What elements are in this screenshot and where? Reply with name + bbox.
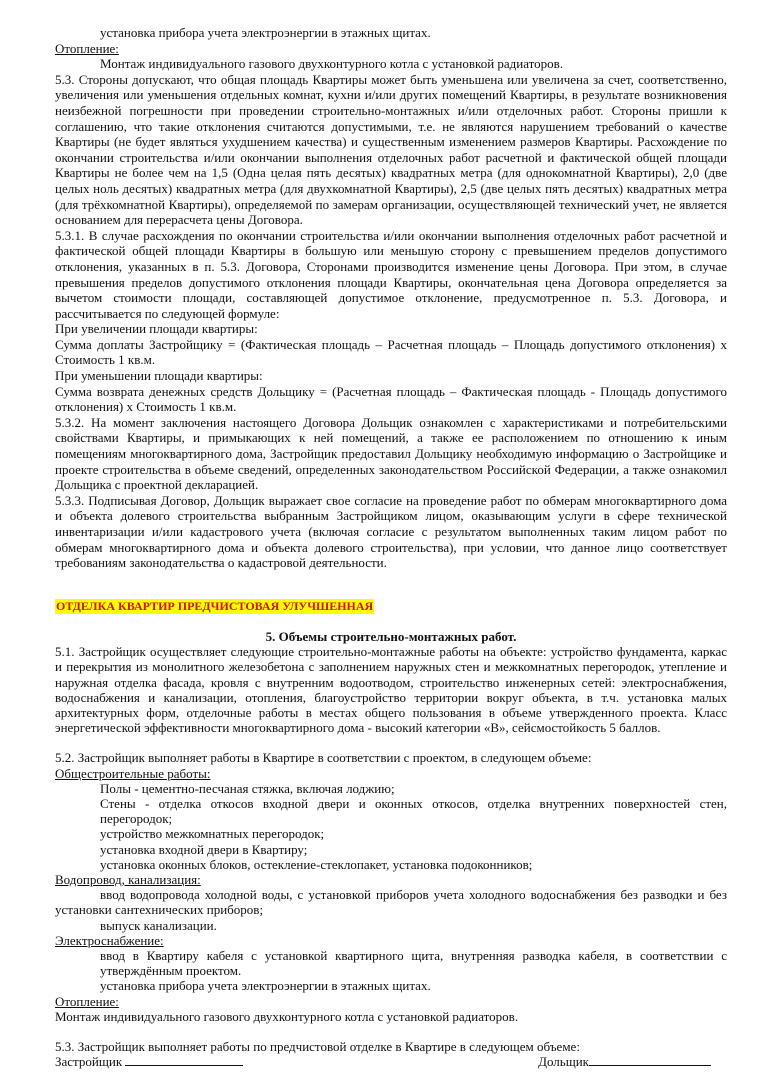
list-item: установка оконных блоков, остекление-стеклопакет, установка подоконников; — [100, 856, 533, 872]
top-section — [55, 25, 727, 571]
list-item: устройство межкомнатных перегородок; — [100, 826, 325, 842]
list-item: Полы - цементно-песчаная стяжка, включая лоджию; — [100, 780, 395, 796]
increase-label: При увеличении площади квартиры: — [55, 321, 258, 337]
clause-5-3: 5.3. Стороны допускают, что общая площадь Квартиры может быть уменьшена или увеличена за счет, соответственно, увеличения или уменьшения отдельных комнат, кухни и/или других помещений Квартиры, в результате возникновения неизбежной погрешности при проведении строительно-монтажных и/или отделочных работ. Стороны пришли к соглашению, что такие отклонения считаются допустимыми, т.е. не являются нарушением требований о качестве Квартиры (не будет являться ухудшением качества) и существенным изменением размеров Квартиры. Расхождение по окончании строительства и/или окончании выполнения отделочных работ расчетной и фактической общей площади Квартиры не более чем на 1,5 (Одна целая пять десятых) квадратных метра (для однокомнатной Квартиры), 2,0 (две целых ноль десятых) квадратных метра (для двухкомнатной Квартиры), 2,5 (две целых пять десятых) квадратных метра (для трёхкомнатной Квартиры), определяемой по замерам организации, осуществляющей технический учет, не является основанием для перерасчета цены Договора. — [55, 71, 727, 228]
list-item: ввод в Квартиру кабеля с установкой квартирного щита, внутренняя разводка кабеля, в соответствии с утверждённым проектом. — [100, 948, 727, 979]
water-label: Водопровод, канализация: — [55, 872, 201, 888]
developer-signature-line — [125, 1054, 243, 1066]
power-label: Электроснабжение: — [55, 932, 164, 948]
highlighted-heading: ОТДЕЛКА КВАРТИР ПРЕДЧИСТОВАЯ УЛУЧШЕННАЯ — [56, 599, 374, 613]
clause-5-3-3: 5.3.3. Подписывая Договор, Дольщик выражает свое согласие на проведение работ по обмерам многоквартирного дома и объекта долевого строительства выбранным Застройщиком лицом, оказывающим услуги в сфере технической инвентаризации и/или кадастрового учета (включая согласие с результатом выполненных таким лицом работ по обмерам многоквартирного дома и объекта долевого строительства), при условии, что данное лицо соответствует требованиям законодательства о кадастровой деятельности. — [55, 492, 727, 571]
signature-row — [55, 1054, 727, 1069]
shareholder-label: Дольщик — [538, 1054, 589, 1070]
list-item: Стены - отделка откосов входной двери и оконных откосов, отделка внутренних поверхностей стен, перегородок; — [100, 796, 727, 827]
heating-label-2: Отопление: — [55, 993, 119, 1009]
heating-label: Отопление: — [55, 40, 119, 56]
clause-5-1: 5.1. Застройщик осуществляет следующие строительно-монтажные работы на объекте: устройство фундамента, каркас и перекрытия из монолитного железобетона с заполнением наружных стен и межкомнатных перегородок, утепление и наружная отделка фасада, кровля с внутренним водоотводом, строительство инженерных сетей: электроснабжения, водоснабжения и канализации, отопления, благоустройство территории вокруг объекта, в т.ч. установка малых архитектурных форм, отделочные работы в местах общего пользования в объеме утвержденного проекта. Класс энергетической эффективности многоквартирного дома - высокий категории «В», сейсмостойкость 5 баллов. — [55, 644, 727, 736]
heating-text: Монтаж индивидуального газового двухконтурного котла с установкой радиаторов. — [100, 56, 564, 72]
shareholder-signature-line — [589, 1054, 711, 1066]
list-item: ввод водопровода холодной воды, с установкой приборов учета холодного водоснабжения без разводки и без установки сантехнических приборов; — [55, 887, 727, 918]
general-works-label: Общестроительные работы: — [55, 765, 211, 781]
section-title: 5. Объемы строительно-монтажных работ. — [265, 629, 517, 644]
clause-5-3-1: 5.3.1. В случае расхождения по окончании строительства и/или окончании выполнения отделочных работ расчетной и фактической общей площади Квартиры в большую или меньшую сторону с превышением пределов допустимого отклонения, указанных в п. 5.3. Договора, Сторонами производится изменение цены Договора. При этом, в случае превышения пределов допустимого отклонения площади Квартиры, окончательная цена Договора определяется за вычетом стоимости площади, составляющей допустимое отклонение, предусмотренное п. 5.3. Договора, и рассчитывается по следующей формуле: — [55, 227, 727, 321]
clause-5-2: 5.2. Застройщик выполняет работы в Квартире в соответствии с проектом, в следующем объеме: — [55, 750, 592, 766]
decrease-formula: Сумма возврата денежных средств Дольщику = (Расчетная площадь – Фактическая площадь - Площадь допустимого отклонения) х Стоимость 1 кв.м. — [55, 383, 727, 415]
clause-5-3-finishing: 5.3. Застройщик выполняет работы по предчистовой отделке в Квартире в следующем объеме: — [55, 1039, 580, 1055]
list-item: установка входной двери в Квартиру; — [100, 841, 308, 857]
section-5 — [55, 629, 727, 1069]
heating-text-2: Монтаж индивидуального газового двухконтурного котла с установкой радиаторов. — [55, 1008, 519, 1024]
shareholder-signature — [538, 1054, 711, 1069]
decrease-label: При уменьшении площади квартиры: — [55, 368, 263, 384]
list-item: установка прибора учета электроэнергии в этажных щитах. — [100, 978, 431, 994]
list-item: выпуск канализации. — [100, 917, 217, 933]
developer-signature — [55, 1054, 243, 1069]
clause-5-3-2: 5.3.2. На момент заключения настоящего Договора Дольщик ознакомлен с характеристиками и потребительскими свойствами Квартиры, и примыкающих к ней помещений, а также ее расположением по отношению к иным помещениям многоквартирного дома, Застройщик предоставил Дольщику необходимую информацию о Застройщике и проекте строительства в объеме сведений, определенных законодательством Российской Федерации, а также ознакомил Дольщика с проектной декларацией. — [55, 414, 727, 493]
electric-meter-text: установка прибора учета электроэнергии в этажных щитах. — [100, 25, 431, 40]
increase-formula: Сумма доплаты Застройщику = (Фактическая площадь – Расчетная площадь – Площадь допустимого отклонения) х Стоимость 1 кв.м. — [55, 336, 727, 368]
developer-label: Застройщик — [55, 1054, 123, 1070]
